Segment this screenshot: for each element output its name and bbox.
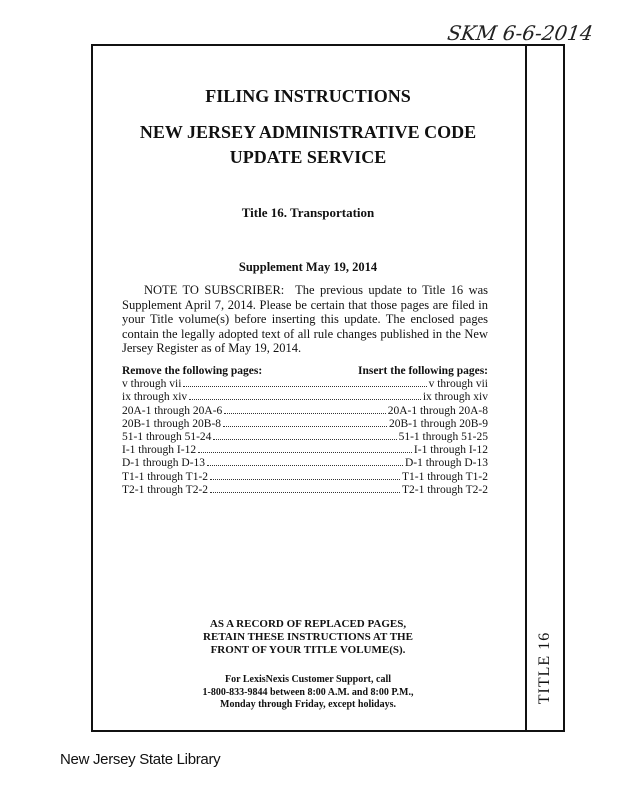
record-line2: RETAIN THESE INSTRUCTIONS AT THE [203, 631, 413, 643]
table-row [122, 418, 488, 431]
support-line2: 1-800-833-9844 between 8:00 A.M. and 8:00 P.M., [202, 686, 414, 698]
insert-pages: v through vii [428, 378, 488, 391]
remove-pages: 51-1 through 51-24 [122, 431, 212, 444]
dot-leader [213, 439, 396, 440]
note-text: The previous update to Title 16 was Supplement April 7, 2014. Please be certain that those pages are filed in your Title volume(s) before inserting this update. The enclosed pages contain the legally adopted text of all rule changes published in the New Jersey Register as of May 19, 2014. [122, 283, 489, 356]
note-label: NOTE TO SUBSCRIBER: [144, 283, 285, 297]
dot-leader [224, 413, 385, 414]
insert-pages: 20B-1 through 20B-9 [388, 417, 488, 430]
record-instructions [91, 618, 525, 657]
table-row [122, 378, 488, 391]
handwritten-date: SKM 6-6-2014 [446, 21, 595, 45]
supplement-date: Supplement May 19, 2014 [238, 260, 378, 274]
title-name: Title 16. Transportation [241, 205, 375, 220]
subscriber-note [122, 283, 488, 356]
dot-leader [189, 399, 421, 400]
table-row [122, 484, 488, 497]
remove-pages: ix through xiv [122, 391, 188, 404]
dot-leader [207, 465, 403, 466]
remove-pages: v through vii [122, 378, 182, 391]
table-row [122, 444, 488, 457]
table-header [122, 365, 488, 378]
library-stamp: New Jersey State Library [60, 751, 221, 768]
insert-pages: D-1 through D-13 [404, 457, 488, 470]
dot-leader [183, 386, 426, 387]
page-replacement-table [122, 365, 488, 497]
table-row [122, 391, 488, 404]
insert-pages: 20A-1 through 20A-8 [387, 404, 488, 417]
code-title-line1: NEW JERSEY ADMINISTRATIVE CODE [139, 122, 477, 142]
remove-pages: 20A-1 through 20A-6 [122, 404, 223, 417]
table-row [122, 405, 488, 418]
insert-pages: I-1 through I-12 [413, 444, 488, 457]
code-title [91, 120, 525, 170]
insert-pages: ix through xiv [422, 391, 488, 404]
dot-leader [210, 492, 400, 493]
remove-pages: 20B-1 through 20B-8 [122, 417, 222, 430]
remove-header: Remove the following pages: [122, 365, 263, 377]
spine-panel [525, 44, 565, 732]
insert-pages: 51-1 through 51-25 [398, 431, 488, 444]
spine-label: TITLE 16 [536, 631, 553, 705]
code-title-line2: UPDATE SERVICE [229, 147, 387, 167]
dot-leader [198, 452, 412, 453]
table-row [122, 471, 488, 484]
insert-header: Insert the following pages: [357, 365, 488, 377]
record-line3: FRONT OF YOUR TITLE VOLUME(S). [210, 644, 406, 656]
page-heading: FILING INSTRUCTIONS [205, 86, 411, 106]
insert-pages: T2-1 through T2-2 [401, 483, 488, 496]
support-line3: Monday through Friday, except holidays. [220, 699, 396, 710]
customer-support [91, 674, 525, 712]
dot-leader [223, 426, 387, 427]
table-row [122, 431, 488, 444]
support-line1: For LexisNexis Customer Support, call [224, 674, 391, 685]
dot-leader [210, 479, 400, 480]
table-row [122, 457, 488, 470]
remove-pages: T2-1 through T2-2 [122, 483, 209, 496]
remove-pages: I-1 through I-12 [122, 444, 197, 457]
insert-pages: T1-1 through T1-2 [401, 470, 488, 483]
remove-pages: T1-1 through T1-2 [122, 470, 209, 483]
record-line1: AS A RECORD OF REPLACED PAGES, [209, 618, 407, 630]
remove-pages: D-1 through D-13 [122, 457, 206, 470]
